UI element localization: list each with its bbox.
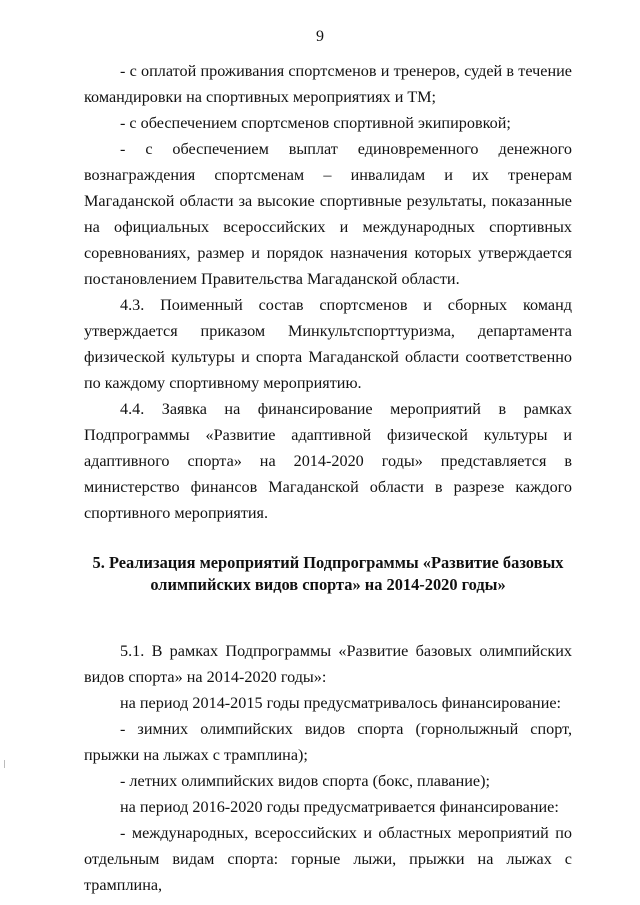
paragraph-summer-sports: - летних олимпийских видов спорта (бокс, плавание); — [120, 772, 490, 790]
section-heading-line-1: 5. Реализация мероприятий Подпрограммы «Развитие базовых — [92, 553, 564, 572]
document-body — [84, 58, 572, 898]
section-heading-line-2: олимпийских видов спорта» на 2014-2020 годы» — [150, 575, 506, 594]
paragraph-reward-payments: - с обеспечением выплат единовременного денежного вознаграждения спортсменам – инвалидам и их тренерам Магаданской области за высокие спортивные результаты, показанные на официальных всероссийских и международных спортивных соревнованиях, размер и порядок назначения которых утверждается постановлением Правительства Магаданской области. — [84, 140, 572, 288]
page-number: 9 — [316, 28, 324, 45]
paragraph-4-3: 4.3. Поименный состав спортсменов и сборных команд утверждается приказом Минкультспорттуризма, департамента физической культуры и спорта Магаданской области соответственно по каждому спортивному мероприятию. — [84, 296, 572, 392]
paragraph-period-2016-2020: на период 2016-2020 годы предусматривается финансирование: — [120, 798, 559, 816]
paragraph-period-2014-2015: на период 2014-2015 годы предусматривалось финансирование: — [120, 694, 562, 712]
section-5-heading — [84, 552, 572, 596]
scan-margin-mark — [4, 760, 5, 768]
paragraph-winter-sports: - зимних олимпийских видов спорта (горнолыжный спорт, прыжки на лыжах с трамплина); — [84, 720, 572, 764]
paragraph-4-4: 4.4. Заявка на финансирование мероприятий в рамках Подпрограммы «Развитие адаптивной физической культуры и адаптивного спорта» на 2014-2020 годы» представляется в министерство финансов Магаданской области в разрезе каждого спортивного мероприятия. — [84, 400, 572, 522]
paragraph-accommodation-costs: - с оплатой проживания спортсменов и тренеров, судей в течение командировки на спортивных мероприятиях и ТМ; — [84, 62, 572, 106]
paragraph-5-1: 5.1. В рамках Подпрограммы «Развитие базовых олимпийских видов спорта» на 2014-2020 годы»: — [84, 642, 572, 686]
paragraph-international-events: - международных, всероссийских и областных мероприятий по отдельным видам спорта: горные лыжи, прыжки на лыжах с трамплина, — [84, 824, 572, 894]
paragraph-sports-equipment: - с обеспечением спортсменов спортивной экипировкой; — [120, 114, 511, 132]
